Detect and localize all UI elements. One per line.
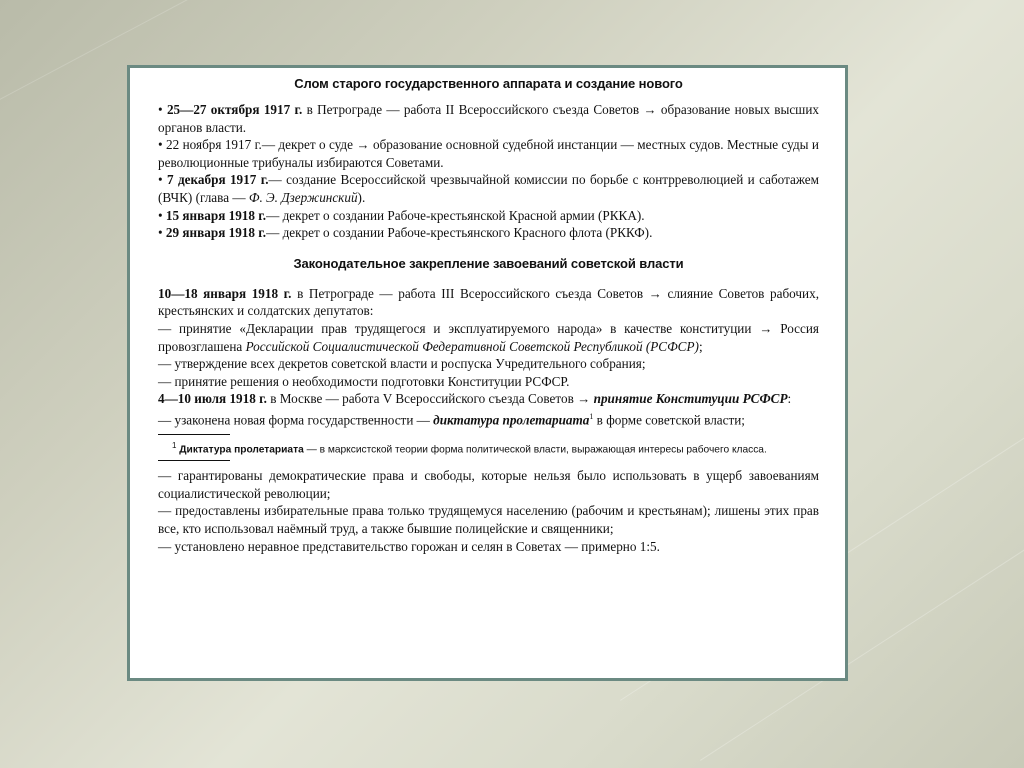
- scanned-page: [130, 68, 845, 678]
- slide-frame: [127, 65, 848, 681]
- paragraph: — предоставлены избирательные права только трудящемуся населению (рабочим и крестьянам); лишены этих прав все, кто использовал наёмный труд, а также бывшие полицейские и священники;: [158, 503, 819, 537]
- section1-title: Слом старого государственного аппарата и создание нового: [294, 76, 683, 91]
- footnote: $^1$ Диктатура пролетариата — в марксистской теории форма политической власти, выражающая интересы рабочего класса.: [172, 440, 767, 456]
- footnote-divider: [158, 460, 230, 461]
- list-item: • 29 января 1918 г.— декрет о создании Рабоче-крестьянского Красного флота (РККФ).: [158, 225, 653, 241]
- section2-title: Законодательное закрепление завоеваний советской власти: [293, 255, 684, 271]
- paragraph: — гарантированы демократические права и свободы, которые нельзя было использовать в ущерб завоеваниям социалистической революции;: [158, 468, 819, 501]
- paragraph: — принятие решения о необходимости подготовки Конституции РСФСР.: [158, 373, 570, 389]
- list-item: • 25—27 октября 1917 г. в Петрограде — работа II Всероссийского съезда Советов → образование новых высших органов власти.: [158, 102, 819, 135]
- list-item: • 15 января 1918 г.— декрет о создании Рабоче-крестьянской Красной армии (РККА).: [158, 207, 645, 223]
- paragraph: 10—18 января 1918 г. в Петрограде — работа III Всероссийского съезда Советов → слияние Советов рабочих, крестьянских и солдатских депутатов:: [158, 285, 819, 319]
- list-item: • 22 ноября 1917 г.— декрет о суде → образование основной судебной инстанции — местных судов. Местные суды и революционные трибуналы избираются Советами.: [158, 137, 819, 170]
- paragraph: — установлено неравное представительство горожан и селян в Советах — примерно 1:5.: [158, 538, 660, 554]
- paragraph: — утверждение всех декретов советской власти и роспуска Учредительного собрания;: [158, 356, 646, 372]
- list-item: • 7 декабря 1917 г.— создание Всероссийской чрезвычайной комиссии по борьбе с контрреволюцией и саботажем (ВЧК) (глава — Ф. Э. Дзержинский).: [158, 172, 820, 205]
- footnote-divider: [158, 434, 230, 435]
- paragraph: 4—10 июля 1918 г. в Москве — работа V Всероссийского съезда Советов → принятие Конституции РСФСР:: [158, 391, 792, 407]
- paragraph: — узаконена новая форма государственности — диктатура пролетариата$^1$ в форме советской власти;: [158, 411, 745, 428]
- paragraph: — принятие «Декларации прав трудящегося и эксплуатируемого народа» в качестве конституции → Россия провозглашена Российской Социалистической Федеративной Советской Республикой (РСФСР);: [158, 320, 819, 354]
